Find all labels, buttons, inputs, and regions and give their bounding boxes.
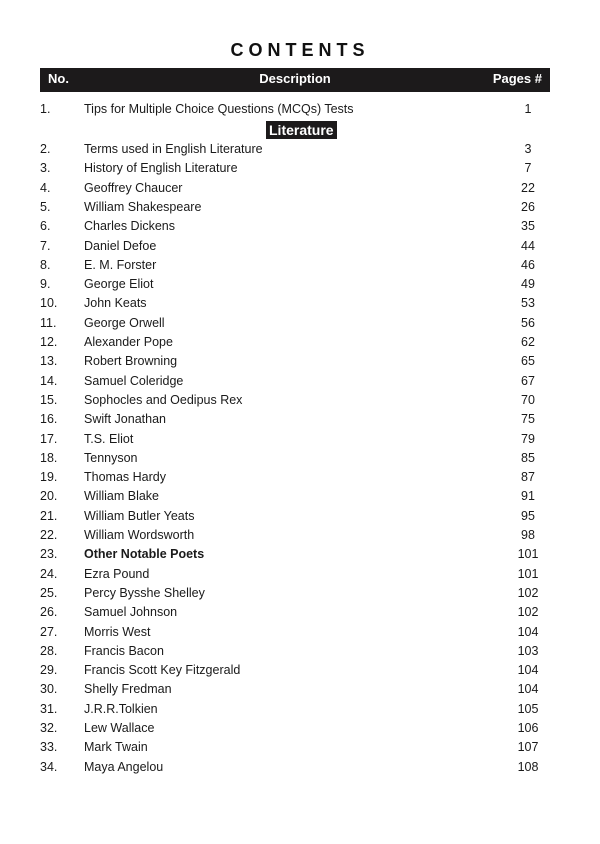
list-item [0,526,600,545]
entry-number: 8. [40,257,51,272]
entry-description: Robert Browning [84,354,178,369]
list-item [0,719,600,738]
entry-number: 29. [40,663,58,678]
entry-description: Charles Dickens [84,219,176,234]
list-item [0,584,600,603]
list-item [0,256,600,275]
entry-page: 104 [517,624,539,639]
entry-number: 16. [40,412,58,427]
entry-description: Francis Bacon [84,643,164,658]
entry-description: Other Notable Poets [84,547,205,562]
entry-description: Tennyson [84,450,138,465]
entry-description: T.S. Eliot [84,431,134,446]
entry-page: 104 [517,663,539,678]
entry-number: 27. [40,624,58,639]
list-item [0,565,600,584]
entry-description: History of English Literature [84,161,238,176]
section-heading-literature: Literature [266,121,337,139]
entry-page: 70 [521,392,535,407]
entry-page: 62 [521,335,535,349]
list-item [0,159,600,178]
entry-number: 22. [40,528,58,542]
entry-description: Shelly Fredman [84,682,172,697]
entry-number: 14. [40,373,58,388]
entry-page: 79 [521,431,535,446]
entry-number: 6. [40,219,51,234]
entry-description: Mark Twain [84,740,148,755]
list-item [0,217,600,236]
list-item [0,140,600,159]
table-header [40,68,550,92]
list-item [0,700,600,719]
entry-number: 23. [40,547,58,562]
entry-page: 46 [521,257,535,272]
list-item [0,179,600,198]
header-pages: Pages # [492,71,542,86]
list-item [0,661,600,680]
entry-number: 31. [40,701,58,716]
entry-page: 103 [517,643,539,658]
entry-number: 9. [40,277,51,292]
list-item [0,352,600,371]
list-item [0,372,600,391]
entry-description: Daniel Defoe [84,238,157,253]
entry-description: Ezra Pound [84,566,150,581]
list-item [0,738,600,757]
entry-page: 101 [517,547,539,562]
list-item [0,314,600,333]
entry-description: William Wordsworth [84,528,195,542]
entry-page: 35 [521,219,535,234]
list-item [0,410,600,429]
entry-description: Maya Angelou [84,759,164,774]
entry-number: 21. [40,508,58,523]
entry-page: 85 [521,450,535,465]
list-item [0,294,600,313]
entry-page: 44 [521,238,535,253]
entry-number: 30. [40,682,58,697]
entry-page: 65 [521,354,535,369]
entry-number: 26. [40,605,58,620]
entry-description: William Blake [84,489,160,504]
entry-number: 24. [40,566,58,581]
page-title: CONTENTS [230,40,370,60]
entry-number: 28. [40,643,58,658]
entry-description: Percy Bysshe Shelley [84,585,205,600]
entry-number: 5. [40,199,51,214]
header-description: Description [259,71,331,86]
list-item [0,237,600,256]
entry-page: 22 [521,180,535,195]
entry-page: 75 [521,412,535,427]
entry-page: 105 [517,701,539,716]
entry-description: Morris West [84,624,151,639]
entry-page: 107 [517,740,539,755]
entry-description: Swift Jonathan [84,412,166,427]
entry-page: 106 [517,721,539,735]
entry-description: Tips for Multiple Choice Questions (MCQs) Tests [84,102,354,116]
entry-page: 104 [517,682,539,697]
list-item [0,680,600,699]
entry-number: 2. [40,142,51,156]
entry-description: John Keats [84,296,147,311]
entry-page: 102 [517,605,539,620]
entry-number: 18. [40,450,58,465]
entry-page: 67 [521,373,535,388]
entry-page: 26 [521,199,535,214]
entry-number: 19. [40,470,58,485]
list-item [0,642,600,661]
entry-number: 1. [40,102,51,116]
list-item [0,198,600,217]
entry-description: Samuel Johnson [84,605,178,620]
entry-number: 34. [40,759,58,774]
list-item [0,430,600,449]
entry-description: J.R.R.Tolkien [84,701,158,716]
entry-number: 33. [40,740,58,755]
list-item [0,487,600,506]
entry-number: 3. [40,161,51,176]
entry-number: 13. [40,354,58,369]
entry-description: E. M. Forster [84,257,157,272]
entry-description: Lew Wallace [84,721,155,735]
entry-description: Samuel Coleridge [84,373,184,388]
entry-page: 108 [517,759,539,774]
entry-page: 3 [524,142,532,156]
list-item [0,507,600,526]
list-item [0,391,600,410]
entry-page: 56 [521,315,535,330]
entry-description: Francis Scott Key Fitzgerald [84,663,241,678]
list-item [0,449,600,468]
entry-page: 1 [524,102,532,116]
list-item [0,758,600,777]
list-item [0,275,600,294]
entry-description: Thomas Hardy [84,470,166,485]
entry-description: Terms used in English Literature [84,142,263,156]
list-item [0,603,600,622]
entry-number: 11. [40,315,57,330]
entry-number: 15. [40,392,58,407]
entry-description: Sophocles and Oedipus Rex [84,392,243,407]
list-item [0,545,600,564]
entry-number: 20. [40,489,58,504]
entry-page: 95 [521,508,535,523]
header-no: No. [48,71,69,86]
entry-number: 25. [40,585,58,600]
entry-page: 98 [521,528,535,542]
entry-page: 49 [521,277,535,292]
entry-number: 32. [40,721,58,735]
entry-number: 17. [40,431,58,446]
entry-description: Geoffrey Chaucer [84,180,183,195]
list-item [0,623,600,642]
entry-description: George Orwell [84,315,165,330]
entry-page: 87 [521,470,535,485]
entry-description: William Shakespeare [84,199,202,214]
entry-page: 91 [521,489,535,504]
entry-number: 10. [40,296,58,311]
list-item [0,468,600,487]
entry-description: William Butler Yeats [84,508,195,523]
list-item [0,100,600,119]
entry-page: 7 [524,161,532,176]
entry-number: 7. [40,238,51,253]
entry-page: 102 [517,585,539,600]
entry-description: George Eliot [84,277,154,292]
list-item [0,333,600,352]
entry-page: 101 [517,566,539,581]
entry-page: 53 [521,296,535,311]
entry-number: 12. [40,335,58,349]
entry-number: 4. [40,180,51,195]
entry-description: Alexander Pope [84,335,173,349]
